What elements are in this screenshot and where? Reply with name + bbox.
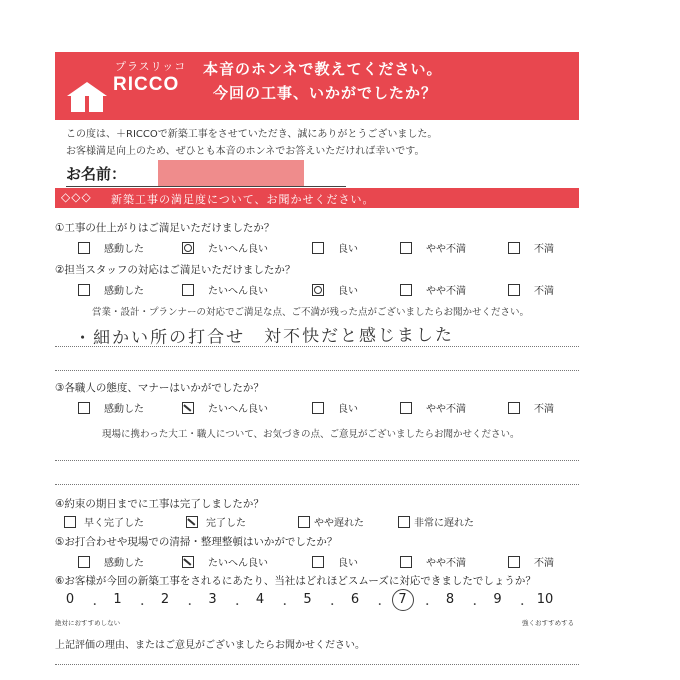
house-logo-icon (63, 74, 111, 114)
q3-option-1[interactable]: たいへん良い (182, 400, 268, 415)
scale-value-6[interactable]: 6 (350, 592, 360, 607)
intro-line1: この度は、＋RICCOで新築工事をさせていただき、誠にありがとうございました。 (66, 129, 438, 140)
answer-line (55, 664, 579, 665)
intro-line2: お客様満足向上のため、ぜひとも本音のホンネでお答えいただければ幸いです。 (66, 146, 425, 157)
q5-option-1[interactable]: たいへん良い (182, 554, 268, 569)
checkbox[interactable] (298, 516, 310, 528)
checkbox-checked[interactable] (182, 556, 194, 568)
checkbox[interactable] (398, 516, 410, 528)
section-bar (55, 188, 579, 208)
name-field-redacted[interactable] (158, 160, 304, 186)
q3-prompt: 現場に携わった大工・職人について、お気づきの点、ご意見がございましたらお聞かせください。 (102, 429, 520, 440)
scale-value-3[interactable]: 3 (208, 592, 217, 607)
q2-handwritten-answer[interactable]: ・細かい所の打合せ 対不快だと感じました (73, 325, 455, 349)
question-2: ②担当スタッフの対応はご満足いただけましたか？ (55, 264, 296, 276)
checkbox-checked[interactable] (182, 402, 194, 414)
q4-option-2[interactable]: やや遅れた (298, 514, 364, 529)
checkbox[interactable] (312, 402, 324, 414)
question-1: ①工事の仕上がりはご満足いただけましたか？ (55, 222, 275, 234)
q1-option-4[interactable]: 不満 (508, 240, 554, 255)
scale-separator: ・ (279, 600, 290, 611)
checkbox[interactable] (312, 556, 324, 568)
scale-selected-circle (392, 589, 414, 611)
checkbox[interactable] (400, 284, 412, 296)
scale-value-0[interactable]: 0 (65, 592, 75, 607)
q5-option-2[interactable]: 良い (312, 554, 358, 569)
q3-option-4[interactable]: 不満 (508, 400, 554, 415)
scale-separator: ・ (89, 600, 100, 611)
q2-option-1[interactable]: たいへん良い (182, 282, 268, 297)
scale-separator: ・ (184, 600, 195, 611)
checkbox-checked[interactable] (186, 516, 198, 528)
checkbox[interactable] (78, 284, 90, 296)
logo-kana: プラスリッコ (115, 60, 187, 73)
q3-option-3[interactable]: やや不満 (400, 400, 466, 415)
answer-line (55, 484, 579, 485)
q1-option-3[interactable]: やや不満 (400, 240, 466, 255)
scale-value-5[interactable]: 5 (303, 592, 312, 607)
q1-option-0[interactable]: 感動した (78, 240, 144, 255)
q2-option-0[interactable]: 感動した (78, 282, 144, 297)
q1-option-1[interactable]: たいへん良い (182, 240, 268, 255)
scale-value-8[interactable]: 8 (445, 592, 455, 607)
logo-wordmark: RICCO (113, 74, 180, 95)
scale-value-7[interactable]: 7 (398, 592, 407, 607)
scale-low-label: 絶対におすすめしない (55, 619, 121, 627)
scale-separator: ・ (374, 600, 385, 611)
banner-title-line1: 本音のホンネで教えてください。 (203, 60, 443, 78)
q4-option-0[interactable]: 早く完了した (64, 514, 144, 529)
diamond-icons: ◇◇◇ (61, 190, 92, 204)
scale-separator: ・ (137, 600, 148, 611)
checkbox-checked[interactable] (182, 242, 194, 254)
q1-option-2[interactable]: 良い (312, 240, 358, 255)
question-4: ④約束の期日までに工事は完了しましたか？ (55, 498, 264, 510)
q5-option-3[interactable]: やや不満 (400, 554, 466, 569)
q2-option-4[interactable]: 不満 (508, 282, 554, 297)
q2-prompt: 営業・設計・プランナーの対応でご満足な点、ご不満が残った点がございましたらお聞かせください。 (92, 307, 530, 318)
scale-high-label: 強くおすすめする (522, 619, 575, 627)
checkbox[interactable] (312, 242, 324, 254)
scale-value-4[interactable]: 4 (255, 592, 265, 607)
scale-separator: ・ (327, 600, 338, 611)
scale-value-9[interactable]: 9 (493, 592, 502, 607)
section-title: 新築工事の満足度について、お聞かせください。 (111, 193, 375, 206)
q5-option-0[interactable]: 感動した (78, 554, 144, 569)
checkbox[interactable] (78, 402, 90, 414)
question-5: ⑤お打合わせや現場での清掃・整理整頓はいかがでしたか？ (55, 536, 338, 548)
name-underline (66, 186, 346, 187)
checkbox[interactable] (508, 402, 520, 414)
header-banner (55, 52, 579, 120)
checkbox[interactable] (78, 242, 90, 254)
answer-line (55, 370, 579, 371)
answer-line (55, 460, 579, 461)
checkbox[interactable] (400, 556, 412, 568)
q5-option-4[interactable]: 不満 (508, 554, 554, 569)
checkbox[interactable] (400, 242, 412, 254)
q4-option-3[interactable]: 非常に遅れた (398, 514, 474, 529)
question-3: ③各職人の態度、マナーはいかがでしたか？ (55, 382, 264, 394)
checkbox[interactable] (64, 516, 76, 528)
scale-value-1[interactable]: 1 (113, 592, 122, 607)
checkbox[interactable] (508, 242, 520, 254)
checkbox[interactable] (508, 284, 520, 296)
q4-option-1[interactable]: 完了した (186, 514, 246, 529)
scale-separator: ・ (469, 600, 480, 611)
scale-value-10[interactable]: 10 (536, 592, 554, 607)
q3-option-0[interactable]: 感動した (78, 400, 144, 415)
checkbox[interactable] (400, 402, 412, 414)
checkbox[interactable] (78, 556, 90, 568)
checkbox[interactable] (182, 284, 194, 296)
checkbox-checked[interactable] (312, 284, 324, 296)
scale-separator: ・ (232, 600, 243, 611)
q6-prompt: 上記評価の理由、またはご意見がございましたらお聞かせください。 (55, 640, 365, 651)
checkbox[interactable] (508, 556, 520, 568)
rating-scale[interactable] (60, 592, 560, 614)
answer-line (55, 346, 579, 347)
question-6: ⑥お客様が今回の新築工事をされるにあたり、当社はどれほどスムーズに対応できましたでしょうか？ (55, 575, 536, 587)
q2-option-2[interactable]: 良い (312, 282, 358, 297)
q2-option-3[interactable]: やや不満 (400, 282, 466, 297)
scale-separator: ・ (422, 600, 433, 611)
q3-option-2[interactable]: 良い (312, 400, 358, 415)
name-label: お名前： (66, 165, 127, 183)
banner-title-line2: 今回の工事、いかがでしたか？ (213, 84, 438, 102)
scale-value-2[interactable]: 2 (160, 592, 170, 607)
scale-separator: ・ (517, 600, 528, 611)
